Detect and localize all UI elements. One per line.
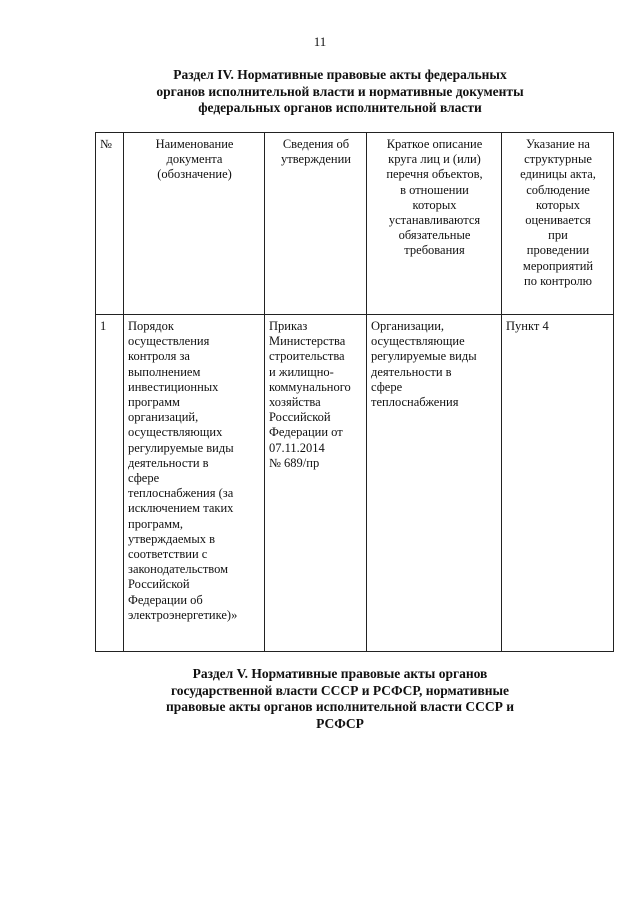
cell-text-line: при — [548, 228, 568, 243]
cell-text-line: Организации, — [371, 319, 445, 333]
section-4-title-line: Раздел IV. Нормативные правовые акты федеральных — [173, 67, 507, 82]
cell-text-line: 07.11.2014 — [269, 440, 325, 455]
cell-text-line: единицы акта, — [520, 167, 596, 182]
cell-text-line: исключением таких — [128, 501, 234, 516]
cell-text-line: Указание на — [526, 137, 590, 151]
cell-text-line: (обозначение) — [157, 167, 232, 182]
acts-table — [95, 132, 614, 652]
cell-text-line: Федерации об — [128, 592, 203, 607]
header-number — [96, 133, 124, 315]
cell-text-line: электроэнергетике)» — [128, 607, 238, 622]
cell-structural-units — [502, 315, 614, 652]
cell-document-name — [124, 315, 265, 652]
cell-text-line: инвестиционных — [128, 379, 219, 394]
page-number: 11 — [313, 34, 327, 49]
cell-text-line: сфере — [128, 471, 160, 486]
cell-text-line: перечня объектов, — [386, 167, 483, 182]
header-description — [367, 133, 502, 315]
cell-text-line: Приказ — [269, 319, 308, 333]
cell-text-line: № — [100, 137, 112, 151]
cell-text-line: программ — [128, 395, 180, 410]
cell-text-line: Порядок — [128, 319, 174, 333]
cell-text-line: в отношении — [400, 182, 469, 197]
cell-text-line: документа — [166, 152, 223, 167]
cell-text-line: по контролю — [524, 273, 592, 288]
cell-text-line: строительства — [269, 349, 345, 364]
cell-text-line: хозяйства — [269, 395, 321, 410]
cell-text-line: осуществляющие — [371, 334, 465, 349]
cell-text-line: деятельности в — [371, 364, 452, 379]
section-4-title-line: органов исполнительной власти и нормативные документы — [156, 83, 524, 99]
cell-text-line: организаций, — [128, 410, 199, 425]
cell-text-line: № 689/пр — [269, 455, 320, 470]
cell-text-line: Сведения об — [282, 137, 350, 151]
cell-text-line: Российской — [269, 410, 331, 425]
section-4-title — [120, 67, 560, 117]
cell-text-line: сфере — [371, 379, 403, 394]
cell-text-line: осуществления — [128, 334, 210, 349]
section-5-title — [115, 666, 565, 732]
cell-text-line: теплоснабжения — [371, 395, 459, 410]
cell-text-line: выполнением — [128, 364, 201, 379]
section-5-title-line: правовые акты органов исполнительной власти СССР и — [165, 699, 515, 714]
cell-text-line: регулируемые виды — [371, 349, 477, 364]
table-header-row — [96, 133, 614, 315]
cell-text-line: соответствии с — [128, 547, 208, 562]
cell-text-line: структурные — [524, 152, 592, 167]
cell-text-line: коммунального — [269, 379, 351, 394]
cell-text-line: Федерации от — [269, 425, 343, 440]
section-4-title-line: федеральных органов исполнительной власти — [198, 100, 482, 115]
cell-text-line: соблюдение — [526, 182, 590, 197]
section-5-title-line: РСФСР — [316, 715, 364, 731]
cell-number — [96, 315, 124, 652]
cell-text-line: теплоснабжения (за — [128, 486, 234, 501]
cell-text-line: которых — [412, 197, 457, 212]
cell-text-line: устанавливаются — [388, 213, 481, 228]
section-5-title-line: государственной власти СССР и РСФСР, нормативные — [170, 682, 510, 698]
cell-text-line: 1 — [100, 319, 107, 333]
cell-text-line: круга лиц и (или) — [388, 152, 481, 167]
cell-text-line: которых — [536, 197, 580, 212]
cell-text-line: регулируемые виды — [128, 440, 234, 455]
cell-description — [367, 315, 502, 652]
cell-text-line: осуществляющих — [128, 425, 223, 440]
header-structural-units — [502, 133, 614, 315]
cell-text-line: Министерства — [269, 334, 346, 349]
cell-text-line: деятельности в — [128, 455, 209, 470]
cell-text-line: оценивается — [525, 213, 591, 228]
cell-text-line: проведении — [526, 243, 590, 258]
cell-text-line: программ, — [128, 516, 184, 531]
cell-text-line: Российской — [128, 577, 190, 592]
cell-text-line: утверждении — [281, 152, 351, 167]
cell-text-line: законодательством — [128, 562, 229, 577]
header-document-name — [124, 133, 265, 315]
cell-text-line: обязательные — [398, 228, 471, 243]
cell-text-line: требования — [404, 243, 465, 258]
section-5-title-line: Раздел V. Нормативные правовые акты органов — [192, 666, 488, 681]
cell-text-line: утверждаемых в — [128, 531, 216, 546]
cell-approval-info — [265, 315, 367, 652]
cell-text-line: Наименование — [155, 137, 234, 151]
table-row — [96, 315, 614, 652]
cell-text-line: Краткое описание — [386, 137, 483, 151]
cell-text-line: мероприятий — [522, 258, 594, 273]
cell-text-line: и жилищно- — [269, 364, 334, 379]
cell-text-line: контроля за — [128, 349, 190, 364]
cell-text-line: Пункт 4 — [506, 319, 549, 333]
header-approval-info — [265, 133, 367, 315]
